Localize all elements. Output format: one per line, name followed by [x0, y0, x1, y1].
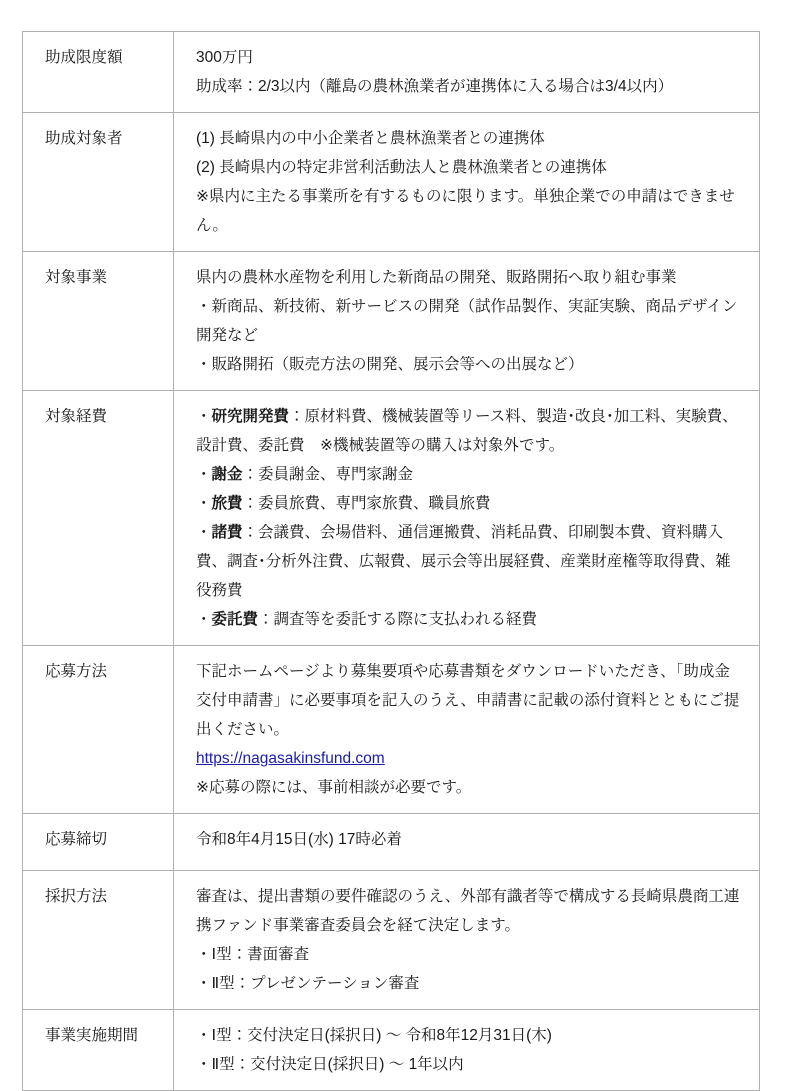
row-label: 対象経費: [45, 408, 108, 425]
text-line: ・Ⅰ型：交付決定日(採択日) ～ 令和8年12月31日(木): [196, 1027, 552, 1044]
expense-term: 諸費: [211, 524, 243, 541]
row-value-cell: [174, 814, 760, 871]
expense-desc: ：原材料費、機械装置等リース料、製造･改良･加工料、実験費、設計費、委託費 ※機械装置等の購入は対象外です。: [196, 408, 738, 454]
row-label-cell: [23, 391, 174, 646]
expense-term: 委託費: [211, 611, 259, 628]
row-label: 応募方法: [45, 663, 108, 680]
row-label-cell: [23, 1010, 174, 1091]
text-line: 助成率：2/3以内（離島の農林漁業者が連携体に入る場合は3/4以内）: [196, 78, 674, 95]
expense-item: [196, 402, 745, 460]
row-label: 応募締切: [45, 831, 108, 848]
text-line: ・販路開拓（販売方法の開発、展示会等への出展など）: [196, 356, 584, 373]
table-row-selection-method: [23, 871, 760, 1010]
expense-desc: ：調査等を委託する際に支払われる経費: [258, 611, 538, 628]
text-line: ・新商品、新技術、新サービスの開発（試作品製作、実証実験、商品デザイン開発など: [196, 298, 738, 344]
expense-term: 研究開発費: [211, 408, 290, 425]
text-line: (2) 長崎県内の特定非営利活動法人と農林漁業者との連携体: [196, 159, 607, 176]
text-line: ※応募の際には、事前相談が必要です。: [196, 779, 472, 796]
row-label-cell: [23, 32, 174, 113]
table-row-eligible-applicants: [23, 113, 760, 252]
table-row-grant-limit: [23, 32, 760, 113]
row-label-cell: [23, 814, 174, 871]
text-line: ・Ⅱ型：プレゼンテーション審査: [196, 975, 420, 992]
table-row-eligible-expenses: [23, 391, 760, 646]
row-value-cell: [174, 871, 760, 1010]
bullet: ・: [196, 611, 212, 628]
expense-desc: ：委員旅費、専門家旅費、職員旅費: [242, 495, 491, 512]
text-line: 審査は、提出書類の要件確認のうえ、外部有識者等で構成する長崎県農商工連携ファンド事業審査委員会を経て決定します。: [196, 888, 740, 934]
row-label-cell: [23, 871, 174, 1010]
text-line: 令和8年4月15日(水) 17時必着: [196, 831, 402, 848]
expense-desc: ：委員謝金、専門家謝金: [242, 466, 414, 483]
link-line: [196, 744, 745, 773]
row-value-cell: [174, 252, 760, 391]
row-label: 助成限度額: [45, 49, 123, 66]
expense-desc: ：会議費、会場借料、通信運搬費、消耗品費、印刷製本費、資料購入費、調査･分析外注費、広報費、展示会等出展経費、産業財産権等取得費、雑役務費: [196, 524, 731, 599]
expense-item: [196, 605, 745, 634]
row-value-cell: [174, 1010, 760, 1091]
text-line: 300万円: [196, 49, 253, 66]
expense-item: [196, 460, 745, 489]
row-label-cell: [23, 252, 174, 391]
row-label-cell: [23, 113, 174, 252]
table-row-eligible-projects: [23, 252, 760, 391]
row-label: 事業実施期間: [45, 1027, 139, 1044]
expense-item: [196, 518, 745, 605]
subsidy-info-table: [22, 31, 760, 1091]
text-line: ・Ⅰ型：書面審査: [196, 946, 310, 963]
expense-item: [196, 489, 745, 518]
row-value-cell: [174, 646, 760, 814]
bullet: ・: [196, 466, 212, 483]
expense-term: 謝金: [211, 466, 243, 483]
text-line: ・Ⅱ型：交付決定日(採択日) ～ 1年以内: [196, 1056, 464, 1073]
text-line: (1) 長崎県内の中小企業者と農林漁業者との連携体: [196, 130, 545, 147]
row-value-cell: [174, 391, 760, 646]
row-label: 対象事業: [45, 269, 108, 286]
row-label-cell: [23, 646, 174, 814]
row-value-cell: [174, 32, 760, 113]
expense-term: 旅費: [211, 495, 243, 512]
row-value-cell: [174, 113, 760, 252]
row-label: 採択方法: [45, 888, 108, 905]
bullet: ・: [196, 408, 212, 425]
table-row-project-period: [23, 1010, 760, 1091]
table-row-application-method: [23, 646, 760, 814]
text-line: ※県内に主たる事業所を有するものに限ります。単独企業での申請はできません。: [196, 188, 735, 234]
homepage-link[interactable]: https://nagasakinsfund.com: [196, 750, 385, 767]
text-line: 下記ホームページより募集要項や応募書類をダウンロードいただき、「助成金交付申請書」に必要事項を記入のうえ、申請書に記載の添付資料とともにご提出ください。: [196, 663, 740, 738]
text-line: 県内の農林水産物を利用した新商品の開発、販路開拓へ取り組む事業: [196, 269, 677, 286]
bullet: ・: [196, 524, 212, 541]
table-row-application-deadline: [23, 814, 760, 871]
row-label: 助成対象者: [45, 130, 123, 147]
bullet: ・: [196, 495, 212, 512]
